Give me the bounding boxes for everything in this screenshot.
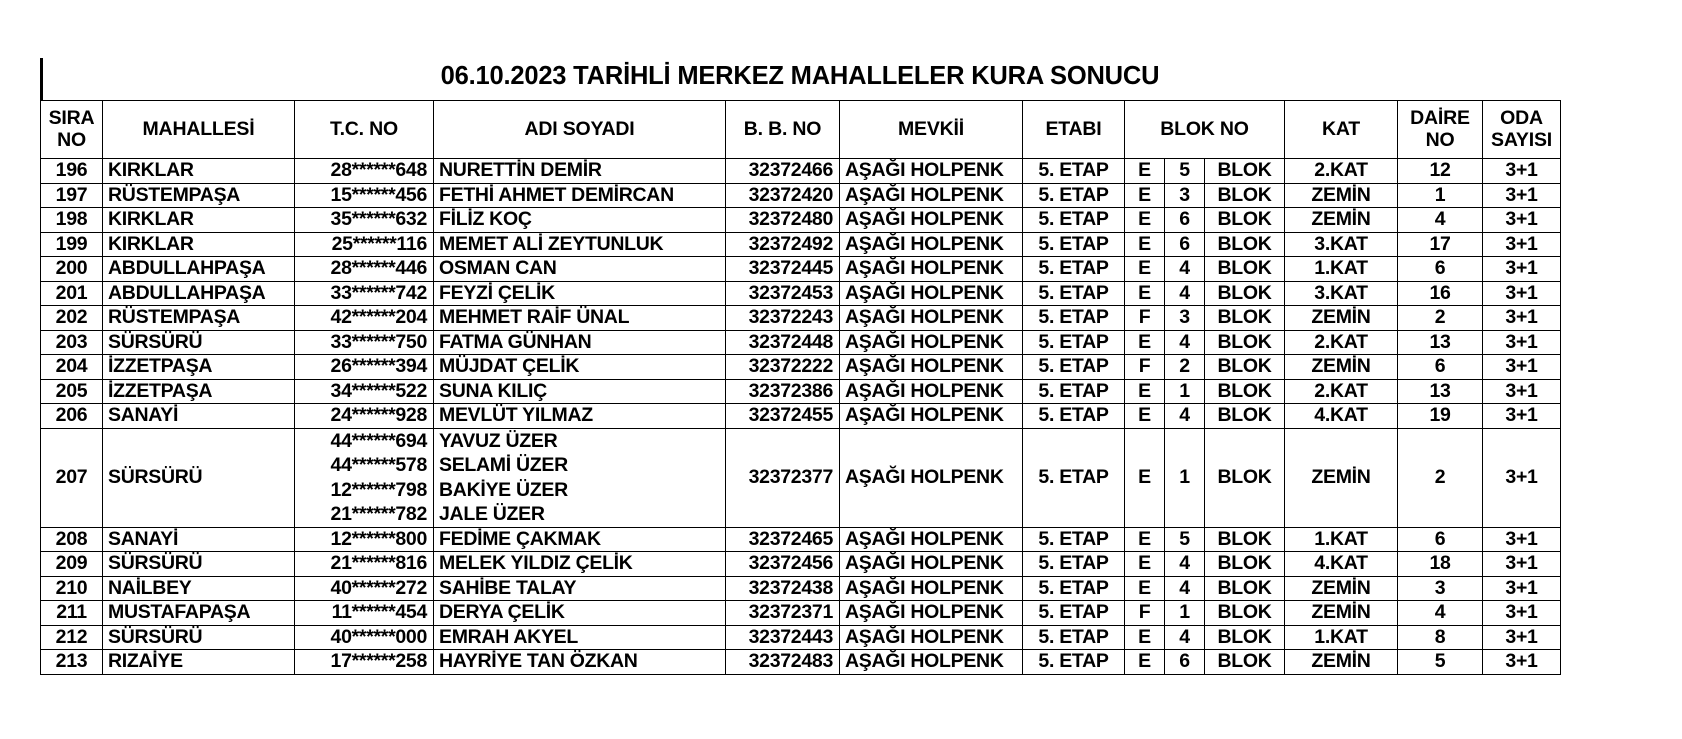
cell-blok-label: BLOK (1205, 576, 1285, 601)
cell-blok-numara: 6 (1165, 208, 1205, 233)
cell-blok-numara: 1 (1165, 601, 1205, 626)
cell-mevkii: AŞAĞI HOLPENK (840, 404, 1023, 429)
cell-tc-no: 26******394 (295, 355, 434, 380)
cell-adi-soyadi: FEYZİ ÇELİK (434, 281, 726, 306)
cell-mevkii: AŞAĞI HOLPENK (840, 625, 1023, 650)
cell-kat: 3.KAT (1285, 281, 1398, 306)
table-row (41, 527, 1561, 552)
kura-results-table (40, 100, 1561, 675)
cell-tc-no: 34******522 (295, 379, 434, 404)
cell-blok-harf: E (1125, 650, 1165, 675)
table-header-row (41, 101, 1561, 159)
cell-mahallesi: RIZAİYE (103, 650, 295, 675)
cell-blok-harf: E (1125, 183, 1165, 208)
cell-blok-numara: 5 (1165, 527, 1205, 552)
table-row (41, 625, 1561, 650)
cell-sira-no: 204 (41, 355, 103, 380)
cell-sira-no: 211 (41, 601, 103, 626)
page-title: 06.10.2023 TARİHLİ MERKEZ MAHALLELER KURA SONUCU (440, 62, 1160, 90)
cell-bb-no: 32372453 (726, 281, 840, 306)
cell-blok-harf: E (1125, 208, 1165, 233)
table-body (41, 159, 1561, 675)
column-header-tc-no: T.C. NO (295, 101, 434, 159)
cell-blok-numara: 1 (1165, 379, 1205, 404)
cell-tc-no: 11******454 (295, 601, 434, 626)
column-header-bb-no: B. B. NO (726, 101, 840, 159)
cell-mevkii: AŞAĞI HOLPENK (840, 355, 1023, 380)
cell-bb-no: 32372386 (726, 379, 840, 404)
cell-etabi: 5. ETAP (1023, 232, 1125, 257)
cell-sira-no: 208 (41, 527, 103, 552)
cell-kat: 2.KAT (1285, 159, 1398, 184)
cell-bb-no: 32372492 (726, 232, 840, 257)
cell-adi-soyadi-line: YAVUZ ÜZER (439, 429, 558, 452)
table-row (41, 232, 1561, 257)
cell-adi-soyadi-lines (439, 429, 725, 527)
cell-etabi: 5. ETAP (1023, 601, 1125, 626)
cell-tc-no: 42******204 (295, 306, 434, 331)
cell-blok-label: BLOK (1205, 159, 1285, 184)
cell-bb-no: 32372445 (726, 257, 840, 282)
cell-kat: ZEMİN (1285, 208, 1398, 233)
cell-blok-label: BLOK (1205, 281, 1285, 306)
cell-blok-label: BLOK (1205, 625, 1285, 650)
cell-bb-no: 32372455 (726, 404, 840, 429)
cell-mevkii: AŞAĞI HOLPENK (840, 306, 1023, 331)
cell-sira-no: 203 (41, 330, 103, 355)
cell-etabi: 5. ETAP (1023, 379, 1125, 404)
cell-blok-harf: E (1125, 576, 1165, 601)
table-row (41, 159, 1561, 184)
cell-blok-harf: F (1125, 306, 1165, 331)
cell-kat: 4.KAT (1285, 404, 1398, 429)
cell-bb-no: 32372456 (726, 552, 840, 577)
cell-mahallesi: ABDULLAHPAŞA (103, 281, 295, 306)
cell-blok-label: BLOK (1205, 208, 1285, 233)
cell-blok-numara: 4 (1165, 552, 1205, 577)
cell-adi-soyadi: MÜJDAT ÇELİK (434, 355, 726, 380)
cell-oda-sayisi: 3+1 (1483, 625, 1561, 650)
cell-tc-no (295, 428, 434, 527)
cell-tc-no: 40******000 (295, 625, 434, 650)
table-row (41, 257, 1561, 282)
cell-daire-no: 13 (1398, 379, 1483, 404)
cell-mevkii: AŞAĞI HOLPENK (840, 650, 1023, 675)
cell-kat: 4.KAT (1285, 552, 1398, 577)
cell-blok-label: BLOK (1205, 379, 1285, 404)
cell-tc-no: 17******258 (295, 650, 434, 675)
cell-daire-no: 8 (1398, 625, 1483, 650)
cell-oda-sayisi: 3+1 (1483, 527, 1561, 552)
cell-tc-no: 40******272 (295, 576, 434, 601)
cell-adi-soyadi: DERYA ÇELİK (434, 601, 726, 626)
cell-kat: ZEMİN (1285, 306, 1398, 331)
cell-blok-label: BLOK (1205, 306, 1285, 331)
cell-etabi: 5. ETAP (1023, 183, 1125, 208)
table-row (41, 306, 1561, 331)
cell-blok-numara: 6 (1165, 232, 1205, 257)
cell-blok-label: BLOK (1205, 428, 1285, 527)
column-header-daire-no-line2: NO (1425, 128, 1455, 151)
cell-etabi: 5. ETAP (1023, 428, 1125, 527)
column-header-adi-soyadi: ADI SOYADI (434, 101, 726, 159)
cell-etabi: 5. ETAP (1023, 576, 1125, 601)
cell-daire-no: 1 (1398, 183, 1483, 208)
cell-sira-no: 197 (41, 183, 103, 208)
cell-mahallesi: KIRKLAR (103, 232, 295, 257)
cell-oda-sayisi: 3+1 (1483, 404, 1561, 429)
table-row (41, 552, 1561, 577)
cell-oda-sayisi: 3+1 (1483, 232, 1561, 257)
cell-kat: 1.KAT (1285, 257, 1398, 282)
cell-daire-no: 3 (1398, 576, 1483, 601)
cell-daire-no: 13 (1398, 330, 1483, 355)
cell-etabi: 5. ETAP (1023, 330, 1125, 355)
cell-tc-no: 12******800 (295, 527, 434, 552)
cell-sira-no: 198 (41, 208, 103, 233)
cell-daire-no: 2 (1398, 428, 1483, 527)
column-header-kat: KAT (1285, 101, 1398, 159)
cell-tc-no-line: 44******694 (330, 429, 427, 452)
cell-blok-numara: 4 (1165, 625, 1205, 650)
cell-mevkii: AŞAĞI HOLPENK (840, 601, 1023, 626)
column-header-etabi: ETABI (1023, 101, 1125, 159)
cell-blok-label: BLOK (1205, 330, 1285, 355)
cell-daire-no: 16 (1398, 281, 1483, 306)
cell-mahallesi: İZZETPAŞA (103, 379, 295, 404)
table-row (41, 428, 1561, 527)
cell-daire-no: 6 (1398, 527, 1483, 552)
cell-bb-no: 32372465 (726, 527, 840, 552)
cell-kat: 1.KAT (1285, 625, 1398, 650)
cell-tc-no-lines (295, 429, 427, 527)
cell-mahallesi: RÜSTEMPAŞA (103, 306, 295, 331)
cell-mahallesi: SANAYİ (103, 404, 295, 429)
cell-blok-harf: E (1125, 330, 1165, 355)
cell-etabi: 5. ETAP (1023, 552, 1125, 577)
cell-adi-soyadi: MELEK YILDIZ ÇELİK (434, 552, 726, 577)
cell-etabi: 5. ETAP (1023, 281, 1125, 306)
column-header-mahallesi: MAHALLESİ (103, 101, 295, 159)
column-header-oda-sayisi-line1: ODA (1500, 107, 1543, 130)
cell-daire-no: 18 (1398, 552, 1483, 577)
column-header-blok-no: BLOK NO (1125, 101, 1285, 159)
table-row (41, 183, 1561, 208)
cell-daire-no: 19 (1398, 404, 1483, 429)
cell-tc-no: 15******456 (295, 183, 434, 208)
cell-adi-soyadi: MEMET ALİ ZEYTUNLUK (434, 232, 726, 257)
cell-sira-no: 201 (41, 281, 103, 306)
cell-etabi: 5. ETAP (1023, 527, 1125, 552)
cell-sira-no: 206 (41, 404, 103, 429)
cell-adi-soyadi: OSMAN CAN (434, 257, 726, 282)
cell-blok-numara: 3 (1165, 306, 1205, 331)
cell-blok-label: BLOK (1205, 650, 1285, 675)
cell-adi-soyadi: MEVLÜT YILMAZ (434, 404, 726, 429)
cell-bb-no: 32372377 (726, 428, 840, 527)
cell-mevkii: AŞAĞI HOLPENK (840, 257, 1023, 282)
cell-adi-soyadi: SAHİBE TALAY (434, 576, 726, 601)
cell-mahallesi: MUSTAFAPAŞA (103, 601, 295, 626)
cell-adi-soyadi: MEHMET RAİF ÜNAL (434, 306, 726, 331)
cell-blok-numara: 3 (1165, 183, 1205, 208)
cell-kat: ZEMİN (1285, 650, 1398, 675)
cell-blok-numara: 1 (1165, 428, 1205, 527)
cell-mahallesi: SÜRSÜRÜ (103, 625, 295, 650)
cell-bb-no: 32372466 (726, 159, 840, 184)
cell-oda-sayisi: 3+1 (1483, 257, 1561, 282)
cell-etabi: 5. ETAP (1023, 208, 1125, 233)
column-header-oda-sayisi (1483, 101, 1561, 159)
cell-sira-no: 209 (41, 552, 103, 577)
cell-tc-no: 25******116 (295, 232, 434, 257)
cell-kat: ZEMİN (1285, 428, 1398, 527)
cell-adi-soyadi: HAYRİYE TAN ÖZKAN (434, 650, 726, 675)
table-row (41, 355, 1561, 380)
cell-tc-no: 24******928 (295, 404, 434, 429)
cell-mevkii: AŞAĞI HOLPENK (840, 208, 1023, 233)
column-header-mevkii: MEVKİİ (840, 101, 1023, 159)
cell-daire-no: 17 (1398, 232, 1483, 257)
column-header-oda-sayisi-line2: SAYISI (1491, 128, 1552, 151)
cell-daire-no: 2 (1398, 306, 1483, 331)
cell-blok-harf: F (1125, 355, 1165, 380)
cell-blok-label: BLOK (1205, 527, 1285, 552)
column-header-daire-no-line1: DAİRE (1410, 107, 1470, 130)
cell-daire-no: 4 (1398, 208, 1483, 233)
table-row (41, 404, 1561, 429)
cell-sira-no: 207 (41, 428, 103, 527)
cell-blok-harf: E (1125, 257, 1165, 282)
cell-bb-no: 32372443 (726, 625, 840, 650)
cell-adi-soyadi: FİLİZ KOÇ (434, 208, 726, 233)
cell-blok-label: BLOK (1205, 355, 1285, 380)
cell-daire-no: 6 (1398, 257, 1483, 282)
cell-adi-soyadi-line: BAKİYE ÜZER (439, 478, 568, 501)
column-header-sira-no-line1: SIRA (48, 107, 95, 130)
cell-kat: ZEMİN (1285, 576, 1398, 601)
cell-bb-no: 32372222 (726, 355, 840, 380)
cell-mevkii: AŞAĞI HOLPENK (840, 576, 1023, 601)
table-row (41, 330, 1561, 355)
cell-tc-no: 28******446 (295, 257, 434, 282)
cell-oda-sayisi: 3+1 (1483, 576, 1561, 601)
cell-tc-no: 35******632 (295, 208, 434, 233)
cell-blok-label: BLOK (1205, 552, 1285, 577)
cell-tc-no-line: 12******798 (330, 478, 427, 501)
cell-blok-label: BLOK (1205, 601, 1285, 626)
cell-blok-numara: 4 (1165, 257, 1205, 282)
cell-bb-no: 32372483 (726, 650, 840, 675)
cell-bb-no: 32372371 (726, 601, 840, 626)
cell-tc-no: 33******750 (295, 330, 434, 355)
cell-bb-no: 32372448 (726, 330, 840, 355)
cell-mahallesi: SÜRSÜRÜ (103, 330, 295, 355)
table-row (41, 379, 1561, 404)
cell-mevkii: AŞAĞI HOLPENK (840, 552, 1023, 577)
cell-oda-sayisi: 3+1 (1483, 183, 1561, 208)
cell-tc-no-line: 44******578 (330, 454, 427, 476)
cell-mevkii: AŞAĞI HOLPENK (840, 232, 1023, 257)
cell-blok-harf: E (1125, 232, 1165, 257)
cell-blok-label: BLOK (1205, 183, 1285, 208)
cell-oda-sayisi: 3+1 (1483, 650, 1561, 675)
cell-mahallesi: RÜSTEMPAŞA (103, 183, 295, 208)
cell-tc-no: 28******648 (295, 159, 434, 184)
cell-etabi: 5. ETAP (1023, 404, 1125, 429)
cell-adi-soyadi: SUNA KILIÇ (434, 379, 726, 404)
cell-blok-label: BLOK (1205, 404, 1285, 429)
cell-mevkii: AŞAĞI HOLPENK (840, 379, 1023, 404)
cell-blok-harf: E (1125, 404, 1165, 429)
cell-mahallesi: NAİLBEY (103, 576, 295, 601)
cell-blok-numara: 4 (1165, 330, 1205, 355)
cell-oda-sayisi: 3+1 (1483, 208, 1561, 233)
table-row (41, 650, 1561, 675)
cell-adi-soyadi: EMRAH AKYEL (434, 625, 726, 650)
cell-sira-no: 196 (41, 159, 103, 184)
cell-blok-harf: E (1125, 428, 1165, 527)
cell-oda-sayisi: 3+1 (1483, 159, 1561, 184)
cell-blok-numara: 2 (1165, 355, 1205, 380)
cell-oda-sayisi: 3+1 (1483, 330, 1561, 355)
cell-blok-harf: E (1125, 159, 1165, 184)
cell-tc-no: 21******816 (295, 552, 434, 577)
cell-etabi: 5. ETAP (1023, 159, 1125, 184)
cell-blok-numara: 6 (1165, 650, 1205, 675)
cell-mevkii: AŞAĞI HOLPENK (840, 428, 1023, 527)
cell-sira-no: 202 (41, 306, 103, 331)
cell-sira-no: 212 (41, 625, 103, 650)
cell-oda-sayisi: 3+1 (1483, 379, 1561, 404)
table-row (41, 208, 1561, 233)
cell-etabi: 5. ETAP (1023, 257, 1125, 282)
cell-mahallesi: ABDULLAHPAŞA (103, 257, 295, 282)
cell-mahallesi: İZZETPAŞA (103, 355, 295, 380)
cell-adi-soyadi (434, 428, 726, 527)
cell-adi-soyadi-line: JALE ÜZER (439, 503, 545, 525)
cell-daire-no: 5 (1398, 650, 1483, 675)
cell-blok-harf: F (1125, 601, 1165, 626)
table-header (41, 101, 1561, 159)
cell-mahallesi: KIRKLAR (103, 159, 295, 184)
cell-daire-no: 12 (1398, 159, 1483, 184)
cell-blok-harf: E (1125, 281, 1165, 306)
cell-tc-no-line: 21******782 (330, 503, 427, 525)
table-row (41, 601, 1561, 626)
cell-etabi: 5. ETAP (1023, 355, 1125, 380)
cell-kat: 1.KAT (1285, 527, 1398, 552)
cell-blok-label: BLOK (1205, 257, 1285, 282)
cell-mevkii: AŞAĞI HOLPENK (840, 159, 1023, 184)
column-header-daire-no (1398, 101, 1483, 159)
cell-adi-soyadi: FATMA GÜNHAN (434, 330, 726, 355)
cell-daire-no: 6 (1398, 355, 1483, 380)
cell-kat: ZEMİN (1285, 355, 1398, 380)
cell-kat: 2.KAT (1285, 379, 1398, 404)
cell-kat: ZEMİN (1285, 601, 1398, 626)
cell-kat: ZEMİN (1285, 183, 1398, 208)
cell-oda-sayisi: 3+1 (1483, 281, 1561, 306)
cell-bb-no: 32372243 (726, 306, 840, 331)
cell-sira-no: 200 (41, 257, 103, 282)
cell-adi-soyadi: FETHİ AHMET DEMİRCAN (434, 183, 726, 208)
cell-oda-sayisi: 3+1 (1483, 306, 1561, 331)
cell-sira-no: 199 (41, 232, 103, 257)
cell-mevkii: AŞAĞI HOLPENK (840, 281, 1023, 306)
cell-mevkii: AŞAĞI HOLPENK (840, 330, 1023, 355)
cell-adi-soyadi: NURETTİN DEMİR (434, 159, 726, 184)
cell-sira-no: 205 (41, 379, 103, 404)
cell-blok-label: BLOK (1205, 232, 1285, 257)
cell-adi-soyadi: FEDİME ÇAKMAK (434, 527, 726, 552)
cell-sira-no: 213 (41, 650, 103, 675)
cell-blok-numara: 5 (1165, 159, 1205, 184)
cell-sira-no: 210 (41, 576, 103, 601)
column-header-sira-no-line2: NO (57, 128, 86, 151)
cell-blok-numara: 4 (1165, 281, 1205, 306)
cell-blok-harf: E (1125, 527, 1165, 552)
cell-mahallesi: SÜRSÜRÜ (103, 552, 295, 577)
cell-oda-sayisi: 3+1 (1483, 428, 1561, 527)
cell-tc-no: 33******742 (295, 281, 434, 306)
cell-mahallesi: SANAYİ (103, 527, 295, 552)
cell-etabi: 5. ETAP (1023, 650, 1125, 675)
cell-blok-numara: 4 (1165, 576, 1205, 601)
cell-blok-harf: E (1125, 552, 1165, 577)
column-header-sira-no (41, 101, 103, 159)
table-row (41, 281, 1561, 306)
cell-kat: 3.KAT (1285, 232, 1398, 257)
table-row (41, 576, 1561, 601)
cell-oda-sayisi: 3+1 (1483, 552, 1561, 577)
cell-bb-no: 32372480 (726, 208, 840, 233)
cell-mahallesi: SÜRSÜRÜ (103, 428, 295, 527)
cell-bb-no: 32372438 (726, 576, 840, 601)
cell-oda-sayisi: 3+1 (1483, 601, 1561, 626)
cell-kat: 2.KAT (1285, 330, 1398, 355)
cell-mevkii: AŞAĞI HOLPENK (840, 527, 1023, 552)
cell-blok-harf: E (1125, 625, 1165, 650)
cell-etabi: 5. ETAP (1023, 306, 1125, 331)
cell-oda-sayisi: 3+1 (1483, 355, 1561, 380)
cell-adi-soyadi-line: SELAMİ ÜZER (439, 454, 568, 476)
cell-blok-numara: 4 (1165, 404, 1205, 429)
cell-daire-no: 4 (1398, 601, 1483, 626)
cell-mevkii: AŞAĞI HOLPENK (840, 183, 1023, 208)
cell-bb-no: 32372420 (726, 183, 840, 208)
cell-etabi: 5. ETAP (1023, 625, 1125, 650)
cell-blok-harf: E (1125, 379, 1165, 404)
cell-mahallesi: KIRKLAR (103, 208, 295, 233)
